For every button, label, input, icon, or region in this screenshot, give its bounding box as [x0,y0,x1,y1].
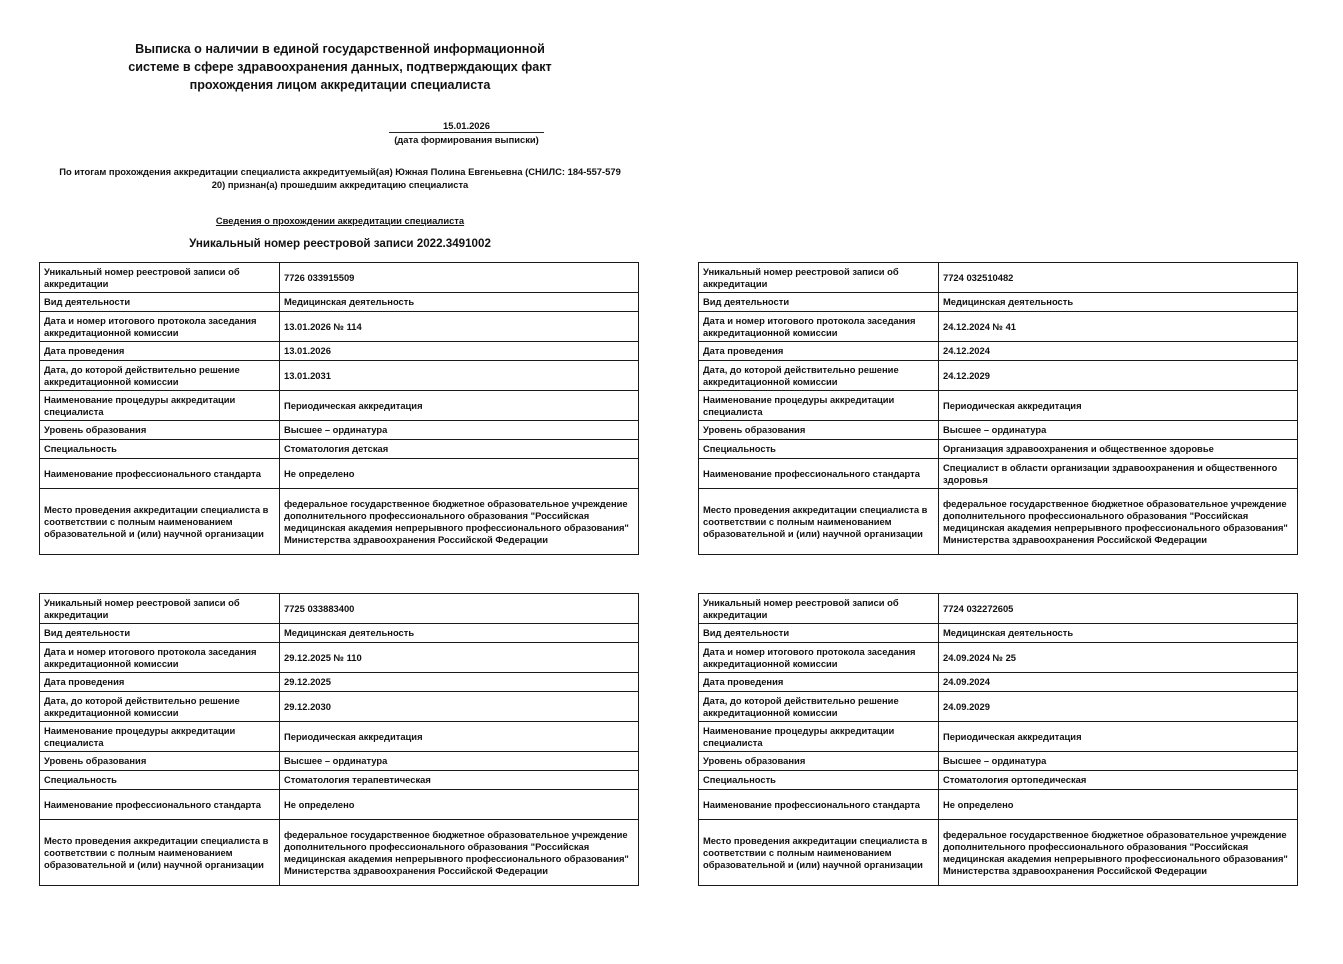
field-label: Уровень образования [40,421,280,440]
field-value: Медицинская деятельность [280,624,639,643]
field-value: 7724 032272605 [939,594,1298,624]
table-row-valid-until [40,692,639,722]
table-row-place [699,820,1298,886]
field-label: Наименование процедуры аккредитации специалиста [699,722,939,752]
field-value: Медицинская деятельность [280,293,639,312]
field-label: Дата и номер итогового протокола заседания аккредитационной комиссии [699,643,939,673]
field-label: Наименование профессионального стандарта [40,790,280,820]
field-label: Дата, до которой действительно решение аккредитационной комиссии [699,692,939,722]
issue-date: 15.01.2026 [389,120,544,133]
table-row-prof-standard [40,790,639,820]
table-row-place [40,489,639,555]
table-row-valid-until [40,361,639,391]
table-row-protocol [40,643,639,673]
field-value: 24.12.2024 [939,342,1298,361]
field-value: Периодическая аккредитация [939,722,1298,752]
table-row-activity [699,293,1298,312]
field-value: Периодическая аккредитация [280,722,639,752]
field-label: Дата проведения [40,673,280,692]
title-line: системе в сфере здравоохранения данных, подтверждающих факт [128,60,552,74]
field-label: Специальность [699,771,939,790]
field-label: Наименование профессионального стандарта [699,459,939,489]
table-row-date-held [699,673,1298,692]
field-value: федеральное государственное бюджетное образовательное учреждение дополнительного профессионального образования "Российская медицинская академия непрерывного профессионального образования" Министерства здравоохранения Российской Федерации [280,489,639,555]
field-value: федеральное государственное бюджетное образовательное учреждение дополнительного профессионального образования "Российская медицинская академия непрерывного профессионального образования" Министерства здравоохранения Российской Федерации [939,820,1298,886]
field-value: 7726 033915509 [280,263,639,293]
field-label: Дата, до которой действительно решение аккредитационной комиссии [40,361,280,391]
field-value: 29.12.2025 [280,673,639,692]
field-value: 24.09.2024 [939,673,1298,692]
table-row-prof-standard [699,459,1298,489]
table-row-record-number [699,263,1298,293]
table-row-activity [40,293,639,312]
field-label: Дата проведения [699,342,939,361]
field-value: Организация здравоохранения и общественное здоровье [939,440,1298,459]
field-value: Высшее – ординатура [280,752,639,771]
field-label: Вид деятельности [699,624,939,643]
field-label: Уровень образования [699,421,939,440]
field-label: Место проведения аккредитации специалиста в соответствии с полным наименованием образовательной и (или) научной организации [699,820,939,886]
accreditation-table [39,593,639,886]
field-value: федеральное государственное бюджетное образовательное учреждение дополнительного профессионального образования "Российская медицинская академия непрерывного профессионального образования" Министерства здравоохранения Российской Федерации [280,820,639,886]
field-label: Наименование процедуры аккредитации специалиста [699,391,939,421]
issue-date-block [389,120,544,146]
table-row-record-number [699,594,1298,624]
field-value: федеральное государственное бюджетное образовательное учреждение дополнительного профессионального образования "Российская медицинская академия непрерывного профессионального образования" Министерства здравоохранения Российской Федерации [939,489,1298,555]
field-label: Дата, до которой действительно решение аккредитационной комиссии [699,361,939,391]
field-label: Дата, до которой действительно решение аккредитационной комиссии [40,692,280,722]
field-value: Медицинская деятельность [939,624,1298,643]
table-row-date-held [40,342,639,361]
accreditation-table [698,593,1298,886]
issue-date-caption: (дата формирования выписки) [394,134,539,145]
table-row-date-held [40,673,639,692]
table-row-protocol [699,312,1298,342]
field-label: Вид деятельности [40,293,280,312]
field-value: Стоматология детская [280,440,639,459]
field-label: Дата и номер итогового протокола заседания аккредитационной комиссии [40,643,280,673]
table-row-specialty [699,440,1298,459]
table-row-record-number [40,263,639,293]
field-value: Стоматология ортопедическая [939,771,1298,790]
table-row-place [40,820,639,886]
field-label: Уровень образования [699,752,939,771]
table-row-prof-standard [40,459,639,489]
field-value: 24.12.2024 № 41 [939,312,1298,342]
table-row-education [40,752,639,771]
table-row-education [699,752,1298,771]
field-label: Вид деятельности [699,293,939,312]
field-value: Медицинская деятельность [939,293,1298,312]
field-value: 13.01.2031 [280,361,639,391]
title-line: Выписка о наличии в единой государственной информационной [135,42,545,56]
table-row-valid-until [699,692,1298,722]
table-row-education [40,421,639,440]
field-label: Место проведения аккредитации специалиста в соответствии с полным наименованием образовательной и (или) научной организации [40,820,280,886]
table-row-procedure [40,391,639,421]
table-row-specialty [40,771,639,790]
field-value: Не определено [939,790,1298,820]
document-title [40,40,640,94]
field-label: Место проведения аккредитации специалиста в соответствии с полным наименованием образовательной и (или) научной организации [699,489,939,555]
title-line: прохождения лицом аккредитации специалиста [189,78,491,92]
field-label: Специальность [699,440,939,459]
field-value: Высшее – ординатура [939,752,1298,771]
field-label: Специальность [40,771,280,790]
table-row-valid-until [699,361,1298,391]
field-label: Специальность [40,440,280,459]
field-label: Уникальный номер реестровой записи об аккредитации [699,594,939,624]
table-row-specialty [40,440,639,459]
intro-text [36,166,644,191]
field-value: Высшее – ординатура [939,421,1298,440]
field-label: Наименование профессионального стандарта [40,459,280,489]
field-value: 24.09.2029 [939,692,1298,722]
field-value: 13.01.2026 № 114 [280,312,639,342]
field-label: Уникальный номер реестровой записи об аккредитации [40,263,280,293]
field-label: Уникальный номер реестровой записи об аккредитации [699,263,939,293]
table-row-procedure [699,391,1298,421]
section-heading: Сведения о прохождении аккредитации специалиста [215,215,465,226]
table-row-protocol [40,312,639,342]
field-label: Место проведения аккредитации специалиста в соответствии с полным наименованием образовательной и (или) научной организации [40,489,280,555]
field-label: Уровень образования [40,752,280,771]
field-label: Наименование процедуры аккредитации специалиста [40,391,280,421]
registry-number: Уникальный номер реестровой записи 2022.3491002 [189,237,491,250]
field-label: Дата проведения [699,673,939,692]
table-row-procedure [40,722,639,752]
table-row-protocol [699,643,1298,673]
table-row-procedure [699,722,1298,752]
field-value: Не определено [280,459,639,489]
field-value: 13.01.2026 [280,342,639,361]
field-label: Наименование профессионального стандарта [699,790,939,820]
field-value: Периодическая аккредитация [280,391,639,421]
table-row-activity [699,624,1298,643]
field-value: 29.12.2030 [280,692,639,722]
field-value: Специалист в области организации здравоохранения и общественного здоровья [939,459,1298,489]
field-value: 24.09.2024 № 25 [939,643,1298,673]
field-value: Периодическая аккредитация [939,391,1298,421]
field-label: Дата и номер итогового протокола заседания аккредитационной комиссии [40,312,280,342]
field-value: 29.12.2025 № 110 [280,643,639,673]
field-value: 7725 033883400 [280,594,639,624]
table-row-specialty [699,771,1298,790]
field-value: Не определено [280,790,639,820]
table-row-prof-standard [699,790,1298,820]
accreditation-table [39,262,639,555]
field-label: Дата проведения [40,342,280,361]
table-row-place [699,489,1298,555]
field-value: 24.12.2029 [939,361,1298,391]
table-row-date-held [699,342,1298,361]
table-row-education [699,421,1298,440]
field-value: Высшее – ординатура [280,421,639,440]
field-label: Дата и номер итогового протокола заседания аккредитационной комиссии [699,312,939,342]
field-label: Наименование процедуры аккредитации специалиста [40,722,280,752]
field-label: Вид деятельности [40,624,280,643]
field-value: 7724 032510482 [939,263,1298,293]
field-label: Уникальный номер реестровой записи об аккредитации [40,594,280,624]
table-row-activity [40,624,639,643]
accreditation-table [698,262,1298,555]
intro-line: 20) признан(а) прошедшим аккредитацию специалиста [211,178,469,190]
intro-line: По итогам прохождения аккредитации специалиста аккредитуемый(ая) Южная Полина Евгеньевна (СНИЛС: 184-557-579 [59,166,621,177]
field-value: Стоматология терапевтическая [280,771,639,790]
table-row-record-number [40,594,639,624]
